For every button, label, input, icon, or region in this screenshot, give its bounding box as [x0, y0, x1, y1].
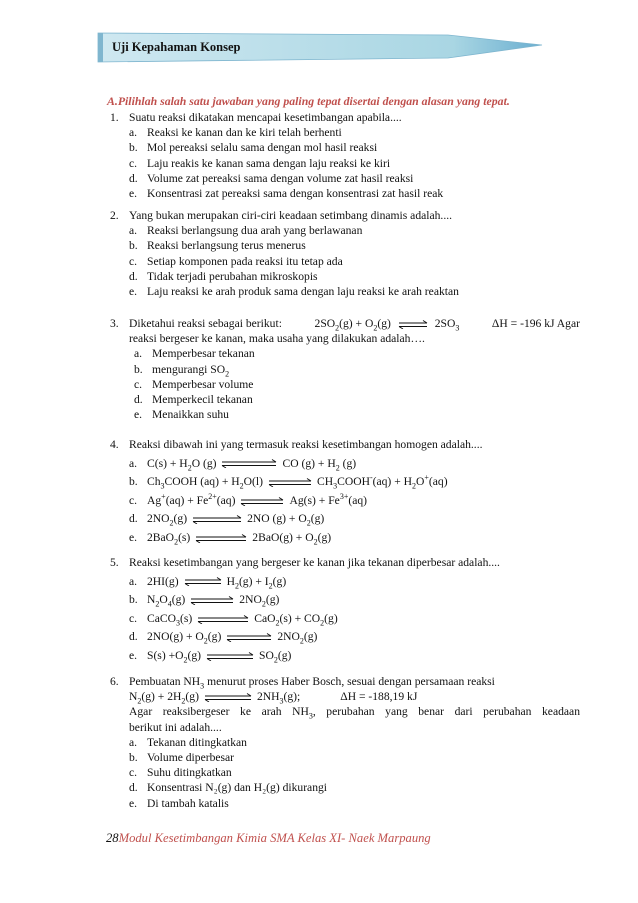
option[interactable]: e. Laju reaksi ke arah produk sama dengan laju reaksi ke arah reaktan	[129, 285, 459, 299]
question-number: 2.	[110, 209, 119, 222]
equilibrium-arrow-icon	[239, 497, 285, 506]
option[interactable]: c. Setiap komponen pada reaksi itu tetap ada	[129, 254, 343, 268]
option[interactable]: d. $2NO(g) + O_2(g)$ $2NO_2(g)$	[129, 630, 318, 646]
reaction-equation: 2HI(g) $H_2(g) + I_2(g)$	[147, 574, 287, 590]
section-heading: A.Pilihlah salah satu jawaban yang paling tepat disertai dengan alasan yang tepat.	[107, 94, 510, 108]
question-1	[110, 110, 580, 201]
question-2	[110, 208, 580, 299]
reaction-equation: 2BaO$_2$(s) $2BaO(g) + O_2(g)$	[147, 530, 332, 547]
question-3	[110, 316, 580, 422]
question-text: Yang bukan merupakan ciri-ciri keadaan setimbang dinamis adalah....	[129, 209, 453, 222]
option[interactable]: c. CaCO$_3$(s) $CaO_2(s) + CO_2(g)$	[129, 611, 338, 628]
reaction-equation: $Ch_3COOH$ $(aq) + H_2O(l)$ $CH_3COOH^-(aq) + H_2O^+(aq)$	[147, 473, 448, 491]
option[interactable]: e. 2BaO$_2$(s) $2BaO(g) + O_2(g)$	[129, 530, 332, 547]
reaction-equation: $2NO(g) + O_2(g)$ $2NO_2(g)$	[147, 630, 318, 646]
equilibrium-arrow-icon	[189, 596, 235, 605]
option[interactable]: b. $N_2O_4(g)$ $2NO_2(g)$	[129, 593, 280, 609]
question-text: Reaksi dibawah ini yang termasuk reaksi kesetimbangan homogen adalah....	[129, 438, 483, 451]
equilibrium-arrow-icon	[225, 633, 273, 642]
option[interactable]: c. Laju reakis ke kanan sama dengan laju reaksi ke kiri	[129, 156, 391, 170]
question-number: 5.	[110, 556, 119, 569]
question-number: 1.	[110, 111, 119, 124]
option[interactable]: b. mengurangi $SO_2$	[134, 362, 230, 378]
option[interactable]: a. Reaksi berlangsung dua arah yang berlawanan	[129, 224, 363, 238]
question-6	[110, 674, 580, 811]
option[interactable]: c. Suhu ditingkatkan	[129, 766, 232, 780]
question-text: Pembuatan $NH_3$ menurut proses Haber Bosch, sesuai dengan persamaan reaksi	[129, 675, 495, 691]
equilibrium-arrow-icon	[220, 459, 278, 468]
reaction-equation: $2NO_2(g)$ 2NO $(g) + O_2(g)$	[147, 512, 325, 528]
reaction-equation: $Ag^+(aq) + Fe^{2+}(aq) Ag(s) + Fe^{3+}(aq)$	[147, 491, 367, 507]
equilibrium-arrow-icon	[267, 478, 313, 487]
option[interactable]: a. Reaksi ke kanan dan ke kiri telah berhenti	[129, 126, 342, 140]
option[interactable]: e. Konsentrasi zat pereaksi sama dengan konsentrasi zat hasil reak	[129, 187, 444, 201]
question-text: Suatu reaksi dikatakan mencapai kesetimbangan apabila....	[129, 111, 402, 124]
option[interactable]: a. Memperbesar tekanan	[134, 347, 255, 361]
equilibrium-arrow-icon	[196, 615, 250, 624]
banner-title: Uji Kepahaman Konsep	[112, 40, 241, 54]
option[interactable]: e. $S(s) +O_2(g)$ $SO_2(g)$	[129, 648, 292, 665]
footer-text: Modul Kesetimbangan Kimia SMA Kelas XI- Naek Marpaung	[118, 831, 431, 845]
enthalpy: ΔH = -188,19 kJ	[340, 690, 418, 704]
question-5	[110, 554, 580, 666]
reaction-equation: $N_2O_4(g)$ $2NO_2(g)$	[147, 593, 280, 609]
option[interactable]: d. $2NO_2(g)$ 2NO $(g) + O_2(g)$	[129, 512, 325, 528]
reaction-equation: $N_2(g) + 2H_2(g)$ $2NH_3(g)$; ΔH = -188,19 kJ	[129, 690, 418, 706]
page-footer	[106, 831, 431, 846]
option[interactable]: d. Memperkecil tekanan	[134, 393, 253, 407]
question-text-cont: reaksi bergeser ke kanan, maka usaha yang dilakukan adalah….	[129, 332, 425, 346]
option[interactable]: d. Konsentrasi N₂(g) dan H₂(g) dikurangi	[129, 781, 328, 795]
option[interactable]: c. Memperbesar volume	[134, 377, 254, 391]
reaction-equation: $2SO_2(g) + O_2(g)$ $2SO_3$	[314, 317, 460, 333]
equilibrium-arrow-icon	[194, 534, 248, 543]
option[interactable]: b. $Ch_3COOH$ $(aq) + H_2O(l)$ $CH_3COOH^-(aq) + H_2O^+(aq)$	[129, 473, 448, 491]
option[interactable]: a. 2HI(g) $H_2(g) + I_2(g)$	[129, 574, 287, 590]
equilibrium-arrow-icon	[203, 693, 253, 702]
option[interactable]: e. Di tambah katalis	[129, 796, 229, 810]
question-text: Diketahui reaksi sebagai berikut:	[129, 317, 282, 330]
question-number: 3.	[110, 317, 119, 330]
page-number: 28	[106, 831, 119, 845]
question-number: 4.	[110, 438, 119, 451]
enthalpy: ΔH = -196 kJ Agar	[491, 317, 580, 330]
equilibrium-arrow-icon	[183, 577, 223, 586]
equilibrium-arrow-icon	[191, 515, 243, 524]
question-4	[110, 436, 580, 548]
option[interactable]: d. Volume zat pereaksi sama dengan volume zat hasil reaksi	[129, 171, 414, 185]
equilibrium-arrow-icon	[398, 320, 428, 329]
option[interactable]: a. Tekanan ditingkatkan	[129, 735, 247, 749]
question-text-cont: Agar reaksibergeser ke arah $NH_3$, perubahan yang benar dari perubahan keadaan	[129, 705, 580, 721]
option[interactable]: b. Reaksi berlangsung terus menerus	[129, 239, 306, 253]
option[interactable]: d. Tidak terjadi perubahan mikroskopis	[129, 269, 318, 283]
option[interactable]: b. Volume diperbesar	[129, 751, 235, 765]
option[interactable]: a. $C(s) + H_2O$ (g) CO $(g) + H_2$ (g)	[129, 456, 357, 472]
question-text: Reaksi kesetimbangan yang bergeser ke kanan jika tekanan diperbesar adalah....	[129, 556, 500, 569]
equilibrium-arrow-icon	[205, 652, 255, 661]
option[interactable]: b. Mol pereaksi selalu sama dengan mol hasil reaksi	[129, 141, 378, 155]
question-text-cont: berikut ini adalah....	[129, 720, 222, 734]
reaction-equation: CaCO$_3$(s) $CaO_2(s) + CO_2(g)$	[147, 611, 338, 628]
reaction-equation: $S(s) +O_2(g)$ $SO_2(g)$	[147, 648, 292, 665]
option[interactable]: c. $Ag^+(aq) + Fe^{2+}(aq) Ag(s) + Fe^{3+}(aq)$	[129, 492, 580, 511]
option[interactable]: e. Menaikkan suhu	[134, 408, 229, 422]
reaction-equation: $C(s) + H_2O$ (g) CO $(g) + H_2$ (g)	[147, 456, 357, 472]
question-number: 6.	[110, 675, 119, 688]
